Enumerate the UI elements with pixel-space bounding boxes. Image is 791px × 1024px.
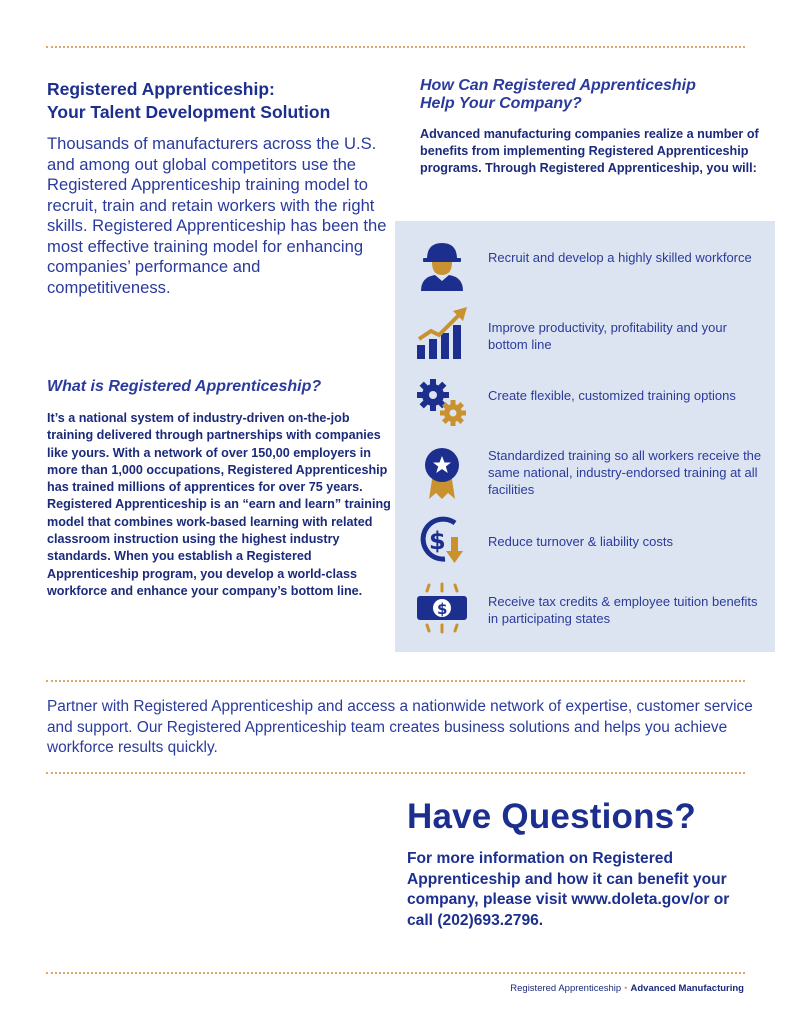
footer-separator: • [624, 983, 628, 994]
benefit-text: Standardized training so all workers receive the same national, industry-endorsed training at all facilities [488, 448, 762, 497]
award-ribbon-icon [415, 445, 469, 499]
what-is-heading: What is Registered Apprenticeship? [47, 378, 322, 395]
intro-paragraph: Thousands of manufacturers across the U.S. and among out global competitors use the Registered Apprenticeship training model to recruit, train and retain workers with the right skills. Registered Apprenticeship has been the most effective training model for enhancing companies’ performance and competitiveness. [47, 134, 387, 297]
footer-dotted-rule [46, 972, 745, 974]
gears-icon [415, 377, 469, 431]
benefit-text: Receive tax credits & employee tuition benefits in participating states [488, 594, 758, 626]
benefit-item [395, 581, 775, 641]
svg-text:$: $ [437, 600, 448, 618]
questions-title: Have Questions? [407, 797, 696, 836]
benefit-text: Improve productivity, profitability and your bottom line [488, 320, 727, 352]
what-is-body: It’s a national system of industry-driven on-the-job training delivered through partnerships with companies like yours. With a network of over 150,00 employers in more than 1,000 occupations, Registered Apprenticeship has trained millions of apprentices for over 75 years. Registered Apprenticeship is an “earn and learn” training model that combines work-based learning with related classroom instruction using the highest industry standards. When you establish a Registered Apprenticeship program, you develop a world-class workforce and enhance your company’s bottom line. [47, 411, 391, 598]
top-dotted-rule [46, 46, 745, 48]
worker-helmet-icon [415, 237, 469, 291]
benefits-intro: Advanced manufacturing companies realize a number of benefits from implementing Registered Apprenticeship programs. Through Registered Apprenticeship, you will: [420, 127, 759, 175]
partner-paragraph: Partner with Registered Apprenticeship and access a nationwide network of expertise, customer service and support. Our Registered Apprenticeship team creates business solutions and helps you achieve workforce results quickly. [47, 698, 753, 756]
title-line-1: Registered Apprenticeship: [47, 79, 275, 99]
benefit-item [395, 305, 775, 365]
benefits-heading-line-1: How Can Registered Apprenticeship [420, 77, 696, 94]
svg-text:$: $ [429, 527, 446, 555]
benefits-heading-line-2: Help Your Company? [420, 95, 582, 112]
footer [510, 983, 744, 994]
lower-dotted-rule [46, 772, 745, 774]
growth-chart-icon [415, 305, 469, 359]
questions-body: For more information on Registered Apprenticeship and how it can benefit your company, please visit www.doleta.gov/or or call (202)693.2796. [407, 850, 730, 929]
middle-dotted-rule [46, 680, 745, 682]
benefit-text: Recruit and develop a highly skilled workforce [488, 250, 752, 265]
benefits-heading [420, 77, 760, 113]
page-title [47, 78, 387, 124]
benefit-text: Reduce turnover & liability costs [488, 534, 673, 549]
benefit-text: Create flexible, customized training options [488, 388, 736, 403]
benefit-item [395, 373, 775, 433]
benefit-item [395, 513, 775, 573]
title-line-2: Your Talent Development Solution [47, 102, 331, 122]
footer-left-text: Registered Apprenticeship [510, 983, 622, 994]
benefit-item [395, 235, 775, 295]
dollar-bill-icon [415, 581, 469, 635]
benefit-item [395, 443, 775, 513]
benefits-panel [395, 221, 775, 652]
intro-section [47, 78, 387, 298]
footer-right-text: Advanced Manufacturing [630, 983, 744, 994]
dollar-down-icon [415, 513, 469, 567]
